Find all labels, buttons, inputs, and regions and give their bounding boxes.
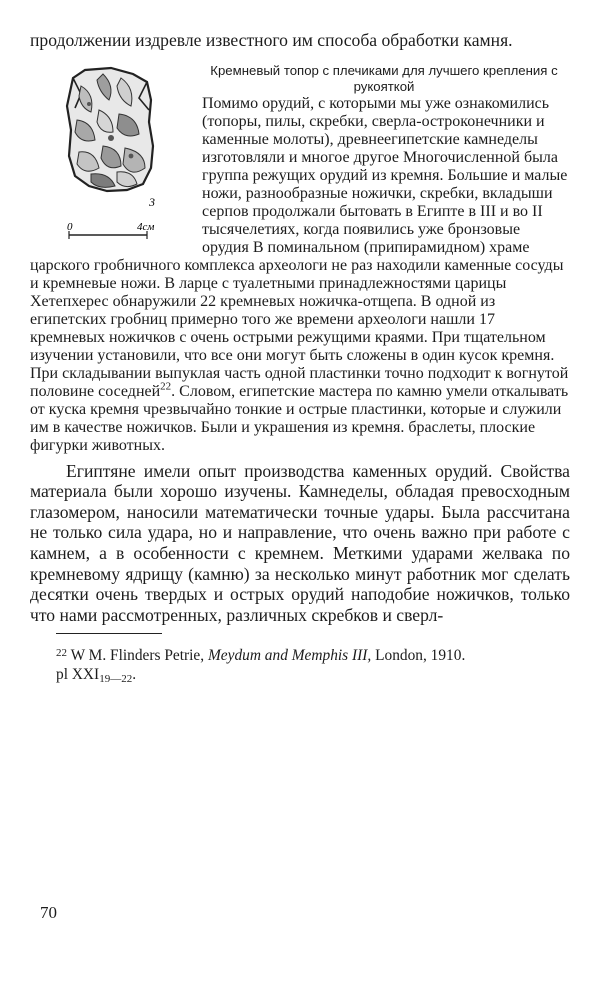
scale-end-label: 4см	[137, 220, 155, 233]
footnote-reference: 22	[160, 380, 172, 393]
footnote-divider	[56, 633, 162, 634]
footnote-title: Meydum and Memphis III,	[207, 647, 372, 665]
page-number: 70	[40, 903, 57, 922]
figure-3	[30, 60, 192, 246]
footnote-plates-range: 19—22	[99, 673, 133, 686]
footnote	[56, 644, 570, 689]
footnote-place-year: London, 1910.	[375, 647, 466, 665]
footnote-number: 22	[56, 647, 67, 660]
continuation-paragraph: продолжении издревле известного им способа обработки камня.	[30, 30, 513, 50]
scale-zero-label: 0	[67, 220, 73, 233]
figure-caption: Кремневый топор с плечиками для лучшего крепления с рукояткой	[210, 62, 558, 94]
footnote-end: .	[132, 666, 137, 684]
body-paragraph-2: Египтяне имели опыт производства каменных орудий. Свойства материала были хорошо изучены. Камнеделы, обладая превосходным глазомером, наносили математически точные удары. Была рассчитана не только сила удара, но и направление, что очень важно при работе с камнем, а в особенности с кремнем. Меткими ударами желвака по кремневому ядрищу (камню) за несколько минут работник мог сделать десятки очень твердых и острых орудий наподобие ножичков, только что нами рассмотренных, различных скребков и сверл-	[30, 460, 570, 625]
scale-bar	[51, 220, 171, 246]
footnote-plates: pl XXI	[56, 666, 100, 684]
figure-number: 3	[149, 194, 155, 209]
paragraph-1-ending: . Словом, египетские мастера по камню умели откалывать от куска кремня чрезвычайно тонкие и острые пластинки, которые и служили им в качестве ножичков. Были и украшения из кремня. браслеты, плоские фигурки животных.	[30, 382, 569, 454]
paragraph-1-text: Помимо орудий, с которыми мы уже ознакомились (топоры, пилы, скребки, сверла-остроконечники и каменные молоты), древнеегипетские камнеделы изготовляли и многое другое Многочисленной была группа режущих орудий из кремня. Большие и малые ножи, разнообразные ножички, скребки, вкладыши серпов продолжали бытовать в Египте в III и во II тысячелетиях, когда появились уже бронзовые орудия В поминальном (припирамидном) храме царского гробничного комплекса археологи не раз находили каменные сосуды и кремневые ножи. В ларце с туалетными принадлежностями царицы Хетепхерес обнаружили 22 кремневых ножичка-отщепа. В одной из египетских гробниц примерно того же времени археологи нашли 17 кремневых ножичков с очень острыми режущими краями. При тщательном изучении установили, что все они могут быть сложены в один кусок кремня. При складывании выпуклая часть одной пластинки точно подходит к вогнутой половине соседней	[30, 94, 569, 400]
flint-axe-illustration	[51, 60, 171, 220]
footnote-author: W M. Flinders Petrie,	[70, 647, 205, 665]
page	[30, 30, 570, 689]
